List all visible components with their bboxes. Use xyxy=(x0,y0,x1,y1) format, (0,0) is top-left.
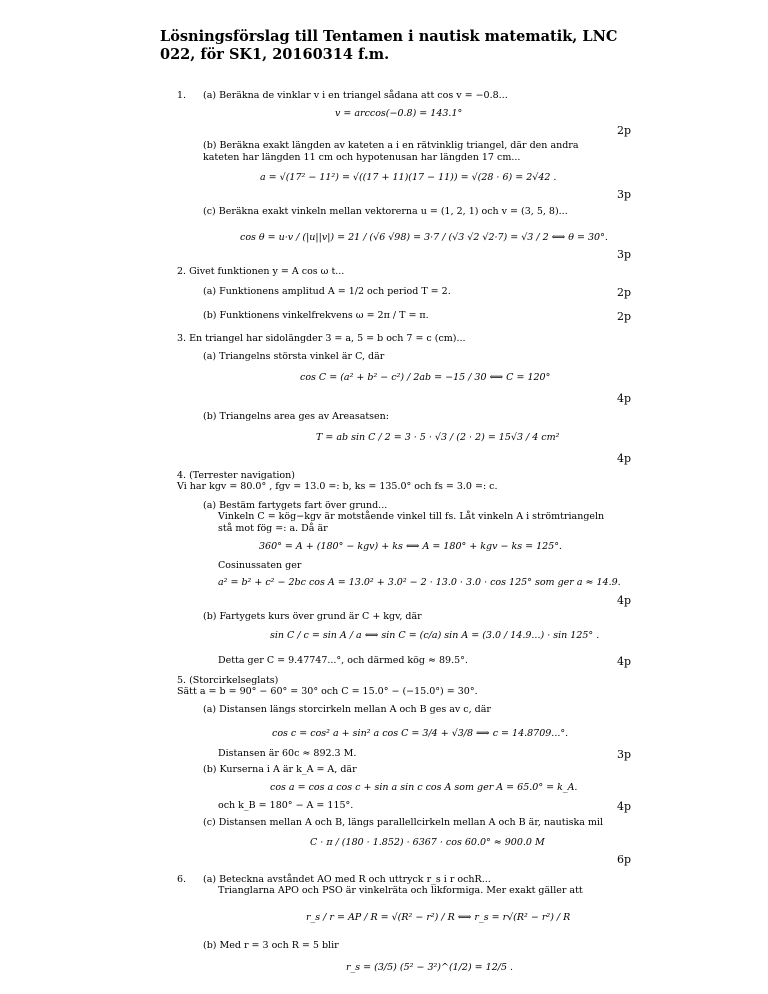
q6a-text2: Trianglarna APO och PSO är vinkelräta och likformiga. Mer exakt gäller att xyxy=(218,885,583,896)
q2a-text: (a) Funktionens amplitud A = 1/2 och period T = 2. xyxy=(203,286,451,297)
page-title: Lösningsförslag till Tentamen i nautisk matematik, LNC 022, för SK1, 20160314 f.m. xyxy=(160,28,618,63)
q6-number: 6. xyxy=(177,874,187,885)
q2a-points: 2p xyxy=(616,286,631,299)
q3b-equation: T = ab sin C / 2 = 3 · 5 · √3 / (2 · 2) = 15√3 / 4 cm² xyxy=(316,432,560,443)
q5a-equation: cos c = cos² a + sin² a cos C = 3/4 + √3/8 ⟹ c = 14.8709...°. xyxy=(272,728,569,739)
q6a-text1: (a) Beteckna avståndet AO med R och uttryck r_s i r ochR... xyxy=(203,874,491,885)
q1a-text: (a) Beräkna de vinklar v i en triangel sådana att cos v = −0.8... xyxy=(203,90,508,101)
q4b-result: Detta ger C = 9.47747...°, och därmed kög ≈ 89.5°. xyxy=(218,655,468,666)
q4b-text: (b) Fartygets kurs över grund är C + kgv, där xyxy=(203,611,422,622)
q1a-equation: v = arccos(−0.8) = 143.1° xyxy=(335,108,463,119)
q5c-text: (c) Distansen mellan A och B, längs parallellcirkeln mellan A och B är, nautiska mil xyxy=(203,817,604,828)
q5-heading: 5. (Storcirkelseglats) xyxy=(177,675,279,686)
q3a-equation: cos C = (a² + b² − c²) / 2ab = −15 / 30 ⟺ C = 120° xyxy=(300,372,551,383)
q6b-text: (b) Med r = 3 och R = 5 blir xyxy=(203,940,339,951)
q4b-points: 4p xyxy=(616,655,631,668)
q5a-result: Distansen är 60c ≈ 892.3 M. xyxy=(218,748,357,759)
q4-given: Vi har kgv = 80.0° , fgv = 13.0 =: b, ks = 135.0° och fs = 3.0 =: c. xyxy=(177,481,498,492)
q5a-text: (a) Distansen längs storcirkeln mellan A och B ges av c, där xyxy=(203,704,491,715)
q1-number: 1. xyxy=(177,90,187,101)
q1c-text: (c) Beräkna exakt vinkeln mellan vektorerna u = (1, 2, 1) och v = (3, 5, 8)... xyxy=(203,206,568,217)
q5b-result: och k_B = 180° − A = 115°. xyxy=(218,800,354,811)
q5b-points: 4p xyxy=(616,800,631,813)
q5a-points: 3p xyxy=(616,748,631,761)
q5c-points: 6p xyxy=(616,853,631,866)
q4b-equation: sin C / c = sin A / a ⟺ sin C = (c/a) sin A = (3.0 / 14.9...) · sin 125° . xyxy=(270,630,600,641)
q6b-equation: r_s = (3/5) (5² − 3²)^(1/2) = 12/5 . xyxy=(346,962,514,973)
q3a-points: 4p xyxy=(616,392,631,405)
q4a-points: 4p xyxy=(616,594,631,607)
q5b-text: (b) Kurserna i A är k_A = A, där xyxy=(203,764,357,775)
q1c-equation: cos θ = u·v / (|u||v|) = 21 / (√6 √98) = 3·7 / (√3 √2 √2·7) = √3 / 2 ⟺ θ = 30°. xyxy=(240,232,608,243)
q3-text: 3. En triangel har sidolängder 3 = a, 5 = b och 7 = c (cm)... xyxy=(177,333,466,344)
q4a-text3: Cosinussaten ger xyxy=(218,560,302,571)
q1b-text: (b) Beräkna exakt längden av kateten a i en rätvinklig triangel, där den andra kateten har längden 11 cm och hypotenusan har längden 17 cm... xyxy=(203,140,579,163)
q1b-equation: a = √(17² − 11²) = √((17 + 11)(17 − 11)) = √(28 · 6) = 2√42 . xyxy=(260,172,557,183)
q3a-text: (a) Triangelns största vinkel är C, där xyxy=(203,351,385,362)
q1a-points: 2p xyxy=(616,124,631,137)
q4-heading: 4. (Terrester navigation) xyxy=(177,470,295,481)
q4a-equation2: a² = b² + c² − 2bc cos A = 13.0² + 3.0² − 2 · 13.0 · 3.0 · cos 125° som ger a ≈ 14.9. xyxy=(218,577,621,588)
q4a-text1: (a) Bestäm fartygets fart över grund... xyxy=(203,500,388,511)
q2-text: 2. Givet funktionen y = A cos ω t... xyxy=(177,266,345,277)
q1c-points: 3p xyxy=(616,248,631,261)
q3b-points: 4p xyxy=(616,452,631,465)
q4a-equation1: 360° = A + (180° − kgv) + ks ⟺ A = 180° + kgv − ks = 125°. xyxy=(259,541,563,552)
q5c-equation: C · π / (180 · 1.852) · 6367 · cos 60.0° ≈ 900.0 M xyxy=(310,837,545,848)
q2b-points: 2p xyxy=(616,310,631,323)
q6a-equation: r_s / r = AP / R = √(R² − r²) / R ⟺ r_s = r√(R² − r²) / R xyxy=(306,912,571,923)
q2b-text: (b) Funktionens vinkelfrekvens ω = 2π / T = π. xyxy=(203,310,429,321)
q4a-text2: Vinkeln C = kög−kgv är motstående vinkel till fs. Låt vinkeln A i strömtriangeln stå mot fög =: a. Då är xyxy=(218,511,605,534)
q5b-equation: cos a = cos a cos c + sin a sin c cos A som ger A = 65.0° = k_A. xyxy=(270,782,578,793)
q3b-text: (b) Triangelns area ges av Areasatsen: xyxy=(203,411,389,422)
q5-given: Sätt a = b = 90° − 60° = 30° och C = 15.0° − (−15.0°) = 30°. xyxy=(177,686,478,697)
q1b-points: 3p xyxy=(616,188,631,201)
